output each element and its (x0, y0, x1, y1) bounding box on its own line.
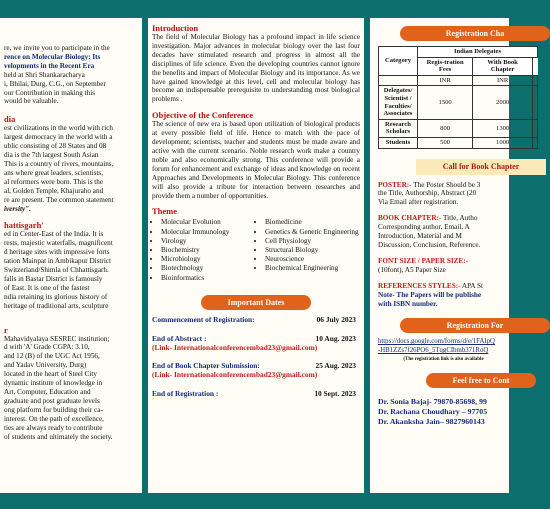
section-heading: Introduction (152, 23, 199, 33)
registration-link[interactable]: https://docs.google.com/forms/d/e/1FAIpQ (378, 338, 495, 346)
text-line: graduate and post graduate levels (4, 396, 100, 405)
table-cell (379, 75, 418, 86)
text-line: ublic consisting of 28 States and 08 (4, 142, 107, 151)
table-cell: Research Scholars (379, 119, 418, 137)
text-line: falls in Bastar District is famously (4, 274, 103, 283)
guideline-label: BOOK CHAPTER:- (378, 214, 442, 223)
about-chhattisgarh (0, 220, 142, 310)
note-text: with ISBN number. (378, 299, 438, 308)
registration-table (378, 46, 538, 149)
guideline-text: (10font), A5 Paper Size (378, 265, 446, 274)
theme-item: • Biomedicine (265, 218, 360, 227)
theme-item: • Biotechnology (161, 264, 256, 273)
table-header: Category (379, 47, 418, 76)
guideline-label: POSTER:- (378, 180, 412, 189)
theme-list-left (152, 218, 256, 282)
contact-banner: Feel free to Cont (426, 373, 536, 388)
table-cell (532, 86, 537, 119)
text-line: Mahavidyalaya SESREC institution; (4, 334, 110, 343)
table-cell: 1300 (473, 119, 533, 137)
text-line: largest democracy in the world with a (4, 133, 113, 142)
text-line: rence on Molecular Biology: Its (4, 52, 101, 61)
submission-link[interactable]: (Link- Internationalconferencembad23@gmail.com) (152, 369, 318, 379)
theme-item: • Microbiology (161, 255, 256, 264)
text-line: Switzerland/Shimla of Chhattisgarh. (4, 266, 109, 275)
table-header: Indian Delegates (418, 47, 538, 58)
text-line: heritage of traditional arts, sculpture (4, 301, 109, 310)
contact-item: Dr. Akanksha Jain– 9827960143 (378, 417, 485, 427)
theme-item: • Molecular Evolution (161, 218, 256, 227)
submission-guidelines (370, 175, 509, 309)
guideline-text: the Title, Authorship, Abstract (20 (378, 189, 477, 198)
date-row (152, 334, 360, 352)
welcome-text (0, 18, 142, 106)
contact-item: Dr. Sonia Bajaj- 79870-85698, 99 (378, 397, 487, 407)
text-line: re, we invite you to participate in the (4, 44, 110, 52)
text-line: dia is the 7th largest South Asian (4, 151, 99, 160)
date-label: End of Book Chapter Submission: (152, 360, 260, 370)
text-line: ong platform for building their ca- (4, 405, 103, 414)
text-line: iversity". (4, 204, 31, 213)
table-cell (532, 75, 537, 86)
theme-item: • Genetics & Genetic Engineering (265, 228, 360, 237)
text-line: rests, majestic waterfalls, magnificent (4, 239, 113, 248)
date-value: 06 July 2023 (316, 314, 356, 324)
text-line: tation Mainpat in Ambikapur District (4, 257, 111, 266)
text-line: re are present. The common statement (4, 195, 114, 204)
date-value: 10 Aug. 2023 (315, 333, 356, 343)
text-line: This is a country of rivers, mountains, (4, 159, 114, 168)
top-border (0, 0, 509, 18)
table-cell: INR (418, 75, 473, 86)
table-cell: Delegates/ Scientist / Faculties/ Associates (379, 86, 418, 119)
guideline-label: FONT SIZE / PAPER SIZE:- (378, 256, 468, 265)
theme-item: • Cell Physiology (265, 237, 360, 246)
text-line: est civilizations in the world with rich (4, 124, 113, 133)
table-row (379, 119, 538, 137)
section-heading: r (4, 324, 8, 335)
table-cell: Students (379, 137, 418, 148)
left-panel (0, 18, 142, 493)
text-line: d with 'A' Grade CGPA: 3.10, (4, 343, 90, 352)
guideline-text: Via Email after registration. (378, 198, 459, 207)
text-line: of East. It is one of the fastest (4, 283, 90, 292)
guideline-text: Discussion, Conclusion, Reference. (378, 240, 481, 249)
important-dates-banner: Important Dates (201, 295, 311, 310)
middle-panel (148, 18, 364, 493)
date-row (152, 389, 360, 398)
contact-list (370, 388, 509, 427)
text-line: of students and ultimately the society. (4, 432, 113, 441)
about-college (0, 325, 142, 442)
theme-item: • Structural Biology (265, 246, 360, 255)
text-line: ndia retaining its glorious history of (4, 292, 108, 301)
table-row (379, 137, 538, 148)
section-heading: Objective of the Conference (152, 110, 254, 121)
text-line: and Yadav University, Durg) (4, 361, 87, 370)
text-line: Art, Computer, Education and (4, 388, 91, 396)
text-line: d heritage sites with impressive forts (4, 248, 110, 257)
table-row (379, 86, 538, 119)
theme-item: • Virology (161, 237, 256, 246)
table-cell: 1000 (473, 137, 533, 148)
registration-link[interactable]: -HB1ZZs7f26PO6_5TqgCIbmb371RoQ (378, 347, 489, 355)
text-line: ties are always ready to contribute (4, 423, 103, 432)
guideline-label: REFERENCES STYLES:- (378, 281, 461, 290)
text-line: held at Shri Shankaracharya (4, 70, 85, 79)
date-label: End of Abstract : (152, 333, 207, 343)
text-line: i, Bhilai, Durg, C.G., on September (4, 79, 106, 88)
registration-charges-banner: Registration Cha (400, 26, 550, 41)
table-header: With Book Chapter (473, 57, 533, 75)
section-body: The science of new era is based upon utilization of biological products at every possible field of life. Hence to match with the pace of development; scientists, teacher and students must be made aware and active with the current scenario. Noble research work make a country noble and also economically strong. This conference will provide a forum for enhancement and exchange of ideas and knowledge on recent Approaches and Developments in Molecular Biology. This conference will also provide a tribute for interaction between researches and provide them a number of opportunities. (152, 120, 360, 200)
registration-link-block (370, 333, 509, 365)
bottom-border (0, 493, 509, 509)
guideline-text: Title, Autho (442, 214, 478, 223)
theme-section (148, 206, 364, 282)
right-panel (370, 18, 520, 493)
table-header: Regis-tration Fees (418, 57, 473, 75)
text-line: interest. On the path of excellence, (4, 414, 104, 423)
text-line: ed in Center-East of the India. It is (4, 230, 104, 239)
text-line: al, Golden Temple, Khajuraho and (4, 186, 104, 195)
table-cell (532, 119, 537, 137)
text-line: would be valuable. (4, 97, 59, 106)
contact-item: Dr. Rachana Choudhary – 97705 (378, 407, 488, 417)
date-label: End of Registration : (152, 388, 219, 398)
table-cell: INR (473, 75, 533, 86)
table-cell: 1500 (418, 86, 473, 119)
objective-section (148, 110, 364, 200)
table-cell (532, 137, 537, 148)
text-line: our Contribution in making this (4, 88, 96, 97)
theme-lists (152, 216, 360, 282)
theme-item: • Biochemistry (161, 246, 256, 255)
section-body: The field of Molecular Biology has a profound impact in life science investigation. Major advances in molecular biology over the last four decades have stimulated research and progress in almost all the disciplines of life science. Even the developing countries cannot ignore the benefits and impact of Molecular Biology and its importance. As we have gained knowledge at this level, cell and molecular biology has become an indispensable prerequisite to understanding most biological problems . (152, 33, 360, 104)
table-cell: 2000 (473, 86, 533, 119)
note-text: Note- The Papers will be publishe (378, 290, 482, 299)
date-value: 10 Sept. 2023 (314, 388, 356, 398)
table-cell: 500 (418, 137, 473, 148)
section-heading: dia (4, 114, 16, 125)
theme-item: • Bioinformatics (161, 274, 256, 283)
section-heading: hattisgarh' (4, 220, 44, 231)
dates-list (148, 315, 364, 398)
about-india (0, 114, 142, 213)
text-line: located in the heart of Steel City (4, 370, 98, 379)
text-line: dynamic institute of knowledge in (4, 379, 103, 388)
date-row (152, 361, 360, 379)
introduction-section (148, 18, 364, 104)
text-line: ans where great leaders, scientists, (4, 168, 103, 177)
text-line: al reformers were born. This is the (4, 177, 104, 186)
theme-item: • Molecular Immunology (161, 228, 256, 237)
guideline-text: The Poster Should be 3 (413, 180, 481, 189)
submission-link[interactable]: (Link- Internationalconferencembad23@gmail.com) (152, 342, 318, 352)
theme-list-right (256, 218, 360, 282)
table-cell: 800 (418, 119, 473, 137)
table-header (532, 57, 537, 75)
link-note: (The registration link is also available (403, 357, 484, 363)
guideline-text: Corresponding author, Email, A (378, 223, 470, 232)
theme-item: • Biochemical Engineering (265, 264, 360, 273)
date-row (152, 315, 360, 324)
theme-item: • Neuroscience (265, 255, 360, 264)
registration-form-banner: Registration For (400, 318, 550, 333)
text-line: and 12 (B) of the UGC Act 1956, (4, 352, 100, 361)
text-line: velopments in the Recent Era (4, 61, 95, 70)
guideline-text: APA St (461, 281, 484, 290)
guideline-text: Introduction, Material and M (378, 232, 462, 241)
date-label: Commencement of Registration: (152, 314, 255, 324)
date-value: 25 Aug. 2023 (315, 360, 356, 370)
book-chapter-banner: Call for Book Chapter (416, 159, 546, 175)
section-heading: Theme (152, 206, 178, 217)
